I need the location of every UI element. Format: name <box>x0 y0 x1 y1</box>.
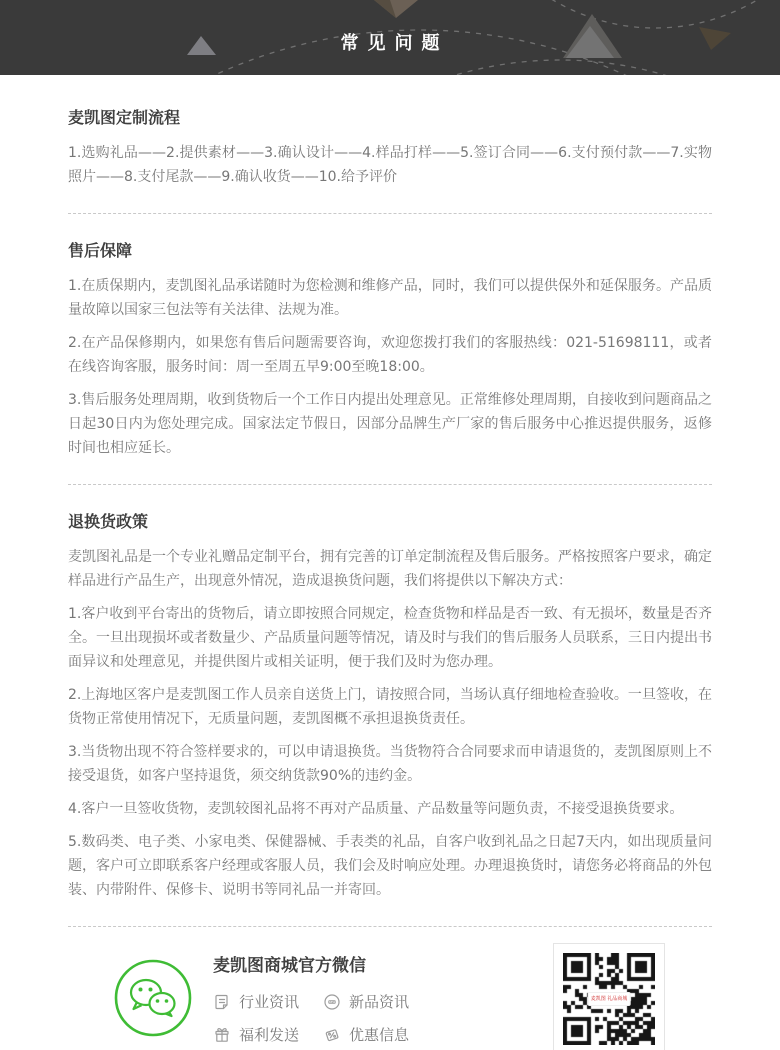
footer-item-new-products <box>323 991 409 1012</box>
footer-item-label: 行业资讯 <box>239 993 300 1011</box>
wechat-logo-icon <box>113 958 193 1038</box>
section-process <box>68 109 712 189</box>
svg-text:NEW: NEW <box>328 999 336 1004</box>
paragraph: 3.售后服务处理周期，收到货物后一个工作日内提出处理意见。正常维修处理周期，自接收到问题商品之日起30日内为您处理完成。国家法定节假日，因部分品牌生产厂家的售后服务中心推迟提供服务，返修时间也相应延长。 <box>68 392 712 456</box>
dashed-divider <box>68 484 712 485</box>
coupon-icon <box>323 1026 341 1044</box>
footer-item-benefits <box>213 1024 323 1045</box>
wechat-footer <box>68 943 712 1050</box>
section-heading-aftersales: 售后保障 <box>68 241 133 260</box>
section-aftersales <box>68 242 712 460</box>
footer-item-label: 优惠信息 <box>349 1026 410 1044</box>
news-doc-icon <box>213 993 231 1011</box>
dashed-divider <box>68 926 712 927</box>
page-header <box>0 0 780 75</box>
wechat-info-block <box>113 943 409 1045</box>
footer-item-label: 新品资讯 <box>349 993 410 1011</box>
gift-icon <box>213 1026 231 1044</box>
qr-code <box>553 943 665 1050</box>
wechat-text-block <box>213 956 409 1045</box>
footer-item-label: 福利发送 <box>239 1026 300 1044</box>
section-heading-returns: 退换货政策 <box>68 512 149 531</box>
paragraph: 4.客户一旦签收货物，麦凯较图礼品将不再对产品质量、产品数量等问题负责，不接受退换货要求。 <box>68 801 684 817</box>
process-steps-text: 1.选购礼品——2.提供素材——3.确认设计——4.样品打样——5.签订合同——6.支付预付款——7.实物照片——8.支付尾款——9.确认收货——10.给予评价 <box>68 145 712 185</box>
content <box>0 109 780 1050</box>
page-title: 常见问题 <box>340 33 449 54</box>
paragraph: 2.上海地区客户是麦凯图工作人员亲自送货上门，请按照合同，当场认真仔细地检查验收。一旦签收，在货物正常使用情况下，无质量问题，麦凯图概不承担退换货责任。 <box>68 687 712 727</box>
paragraph: 1.在质保期内，麦凯图礼品承诺随时为您检测和维修产品，同时，我们可以提供保外和延保服务。产品质量故障以国家三包法等有关法律、法规为准。 <box>68 278 712 318</box>
footer-item-industry-news <box>213 991 323 1012</box>
qr-center-logo: 麦凯图 礼品商城 <box>588 992 631 1006</box>
wechat-feature-grid <box>213 991 409 1045</box>
section-heading-process: 麦凯图定制流程 <box>68 108 181 127</box>
paragraph: 1.客户收到平台寄出的货物后，请立即按照合同规定，检查货物和样品是否一致、有无损坏，数量是否齐全。一旦出现损坏或者数量少、产品质量问题等情况，请及时与我们的售后服务人员联系，三日内提出书面异议和处理意见，并提供图片或相关证明，便于我们及时为您办理。 <box>68 606 712 670</box>
paragraph: 3.当货物出现不符合签样要求的，可以申请退换货。当货物符合合同要求而申请退货的，麦凯图原则上不接受退货，如客户坚持退货，须交纳货款90%的违约金。 <box>68 744 712 784</box>
dashed-divider <box>68 213 712 214</box>
paragraph: 麦凯图礼品是一个专业礼赠品定制平台，拥有完善的订单定制流程及售后服务。严格按照客户要求，确定样品进行产品生产，出现意外情况，造成退换货问题，我们将提供以下解决方式： <box>68 549 712 589</box>
paragraph: 2.在产品保修期内，如果您有售后问题需要咨询，欢迎您拨打我们的客服热线：021-51698111，或者在线咨询客服，服务时间：周一至周五早9:00至晚18:00。 <box>68 335 712 375</box>
new-badge-icon <box>323 993 341 1011</box>
wechat-title: 麦凯图商城官方微信 <box>213 956 366 976</box>
section-returns <box>68 513 712 902</box>
paragraph: 5.数码类、电子类、小家电类、保健器械、手表类的礼品，自客户收到礼品之日起7天内，如出现质量问题，客户可立即联系客户经理或客服人员，我们会及时响应处理。办理退换货时，请您务必将商品的外包装、内带附件、保修卡、说明书等同礼品一并寄回。 <box>68 834 712 898</box>
footer-item-discounts <box>323 1024 409 1045</box>
